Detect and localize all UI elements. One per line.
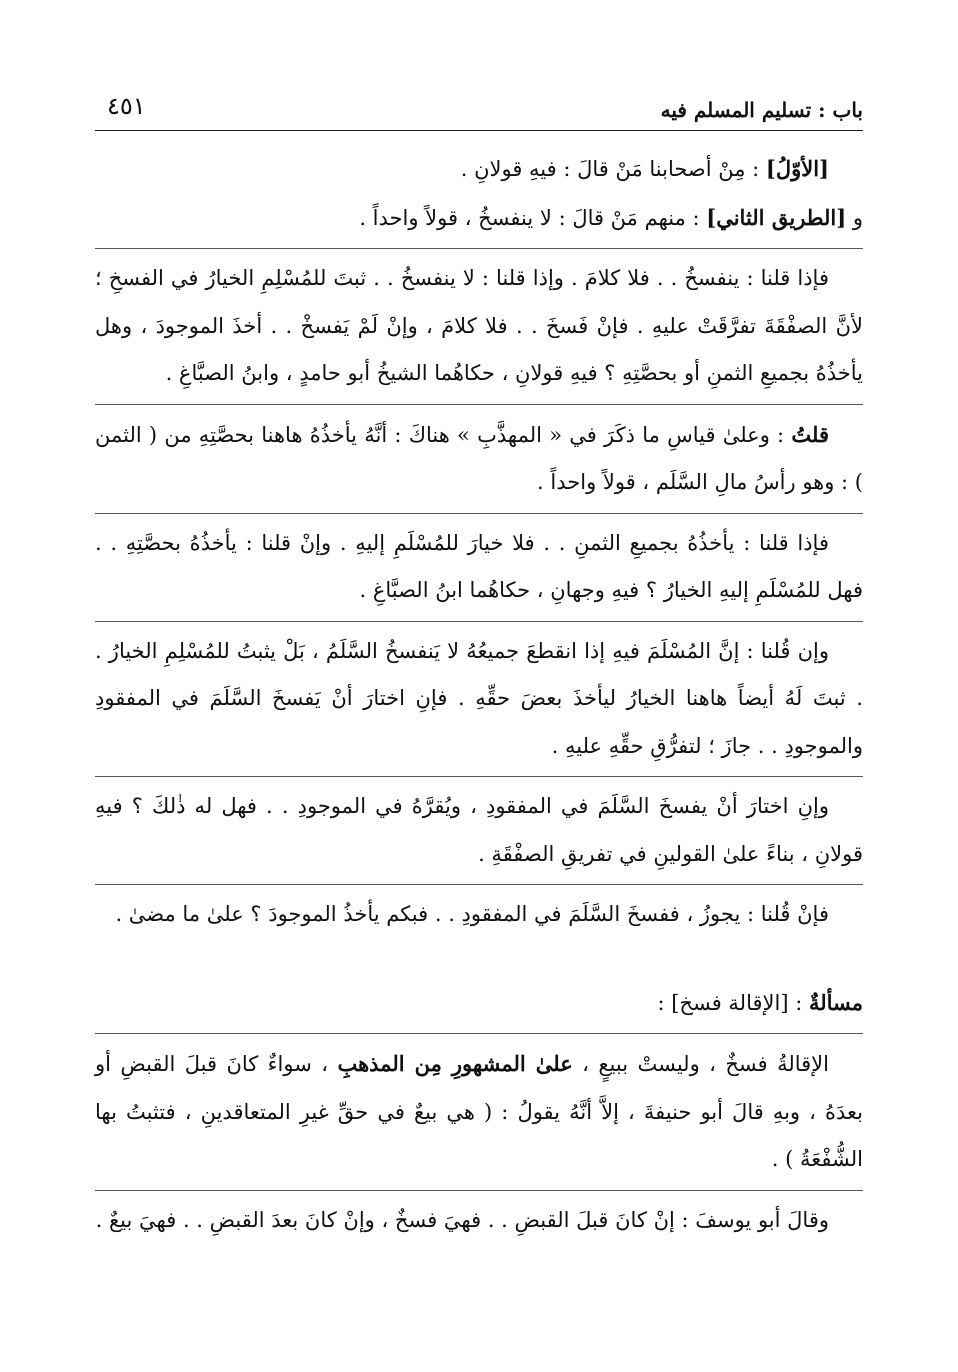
paragraph-7-start: الإقالةُ فسخٌ ، وليستْ ببيعٍ ، bbox=[572, 1052, 829, 1076]
paragraph-5: وإنِ اختارَ أنْ يفسخَ السَّلَمَ في المفقودِ ، ويُقرَّهُ في الموجودِ . . فهل له ذٰلكَ ؟ فيهِ قولانِ ، بناءً علىٰ القولينِ في تفريقِ الصفْقَةِ . bbox=[95, 794, 863, 866]
paragraph-2 bbox=[95, 411, 863, 507]
first-way-label: [الأوّلُ] bbox=[765, 156, 829, 181]
second-way-label: [الطريق الثاني] bbox=[706, 204, 847, 230]
first-way-line bbox=[95, 145, 863, 194]
section-rule bbox=[95, 776, 863, 777]
paragraph-7-end: ، سواءٌ كانَ قبلَ القبضِ أو بعدَهُ ، وبهِ قالَ أبو حنيفةَ ، إلاَّ أنَّهُ يقولُ : ( هي بيعٌ في حقِّ غيرِ المتعاقدينِ ، فتثبتُ بها الشُّفْعَةُ ) . bbox=[95, 1052, 863, 1171]
second-way-text: : منهم مَنْ قالَ : لا ينفسخُ ، قولاً واحداً . bbox=[359, 205, 707, 230]
paragraph-8: وقالَ أبو يوسفَ : إنْ كانَ قبلَ القبضِ . . فهيَ فسخٌ ، وإنْ كانَ بعدَ القبضِ . . فهيَ بيعٌ . bbox=[95, 1207, 829, 1232]
paragraph-1: فإذا قلنا : ينفسخُ . . فلا كلامَ . وإذا قلنا : لا ينفسخُ . . ثبتَ للمُسْلِمِ الخيارُ في الفسخِ ؛ لأنَّ الصفْقَةَ تفرَّقَتْ عليهِ . فإنْ فَسخَ . . فلا كلامَ ، وإنْ لَمْ يَفسخْ . . أخذَ الموجودَ ، وهل يأخذُهُ بجميعِ الثمنِ أو بحصَّتِهِ ؟ فيهِ قولانِ ، حكاهُما الشيخُ أبو حامدٍ ، وابنُ الصبَّاغِ . bbox=[95, 266, 863, 385]
section-rule bbox=[95, 1033, 863, 1034]
qultu-label: قلتُ bbox=[791, 421, 829, 447]
masala-heading bbox=[95, 979, 863, 1028]
second-way-prefix: و bbox=[846, 205, 863, 230]
section-rule bbox=[95, 248, 863, 249]
first-way-text: : مِنْ أصحابنا مَنْ قالَ : فيهِ قولانِ . bbox=[460, 157, 766, 181]
section-rule bbox=[95, 621, 863, 622]
section-rule bbox=[95, 404, 863, 405]
running-title: باب : تسليم المسلم فيه bbox=[660, 98, 863, 122]
page-body bbox=[95, 145, 863, 1244]
header-rule bbox=[95, 130, 863, 131]
page-number: ٤٥١ bbox=[107, 92, 146, 120]
paragraph-6: فإنْ قُلنا : يجوزُ ، ففسخَ السَّلَمَ في المفقودِ . . فبكم يأخذُ الموجودَ ؟ علىٰ ما مضىٰ . bbox=[115, 902, 829, 926]
section-rule bbox=[95, 513, 863, 514]
section-rule bbox=[95, 1190, 863, 1191]
page-header bbox=[95, 92, 863, 128]
section-gap bbox=[95, 939, 863, 979]
section-rule bbox=[95, 884, 863, 885]
second-way-line bbox=[95, 194, 863, 243]
paragraph-7-bold: علىٰ المشهورِ مِن المذهبِ bbox=[337, 1051, 573, 1076]
paragraph-2-text: : وعلىٰ قياسِ ما ذكَرَ في « المهذَّبِ » هناكَ : أنَّهُ يأخذُهُ هاهنا بحصَّتِهِ من ( الثمن ) : وهو رأسُ مالِ السَّلَم ، قولاً واحداً . bbox=[95, 422, 863, 494]
paragraph-4: وإن قُلنا : إنَّ المُسْلَمَ فيهِ إذا انقطعَ جميعُهُ لا يَنفسخُ السَّلَمُ ، بَلْ يثبتُ للمُسْلِمِ الخيارُ . . ثبتَ لَهُ أيضاً هاهنا الخيارُ ليأخذَ بعضَ حقِّهِ . فإنِ اختارَ أنْ يَفسخَ السَّلَمَ في المفقودِ والموجودِ . . جازَ ؛ لتفرُّقِ حقِّهِ عليهِ . bbox=[95, 638, 863, 758]
masala-title: : [الإقالة فسخ] : bbox=[657, 990, 809, 1015]
paragraph-3: فإذا قلنا : يأخذُهُ بجميعِ الثمنِ . . فلا خيارَ للمُسْلَمِ إليهِ . وإنْ قلنا : يأخذُهُ بحصَّتِهِ . . فهل للمُسْلَمِ إليهِ الخيارُ ؟ فيهِ وجهانِ ، حكاهُما ابنُ الصبَّاغِ . bbox=[95, 530, 863, 602]
masala-label: مسألةٌ bbox=[808, 989, 863, 1015]
paragraph-7 bbox=[95, 1040, 863, 1184]
